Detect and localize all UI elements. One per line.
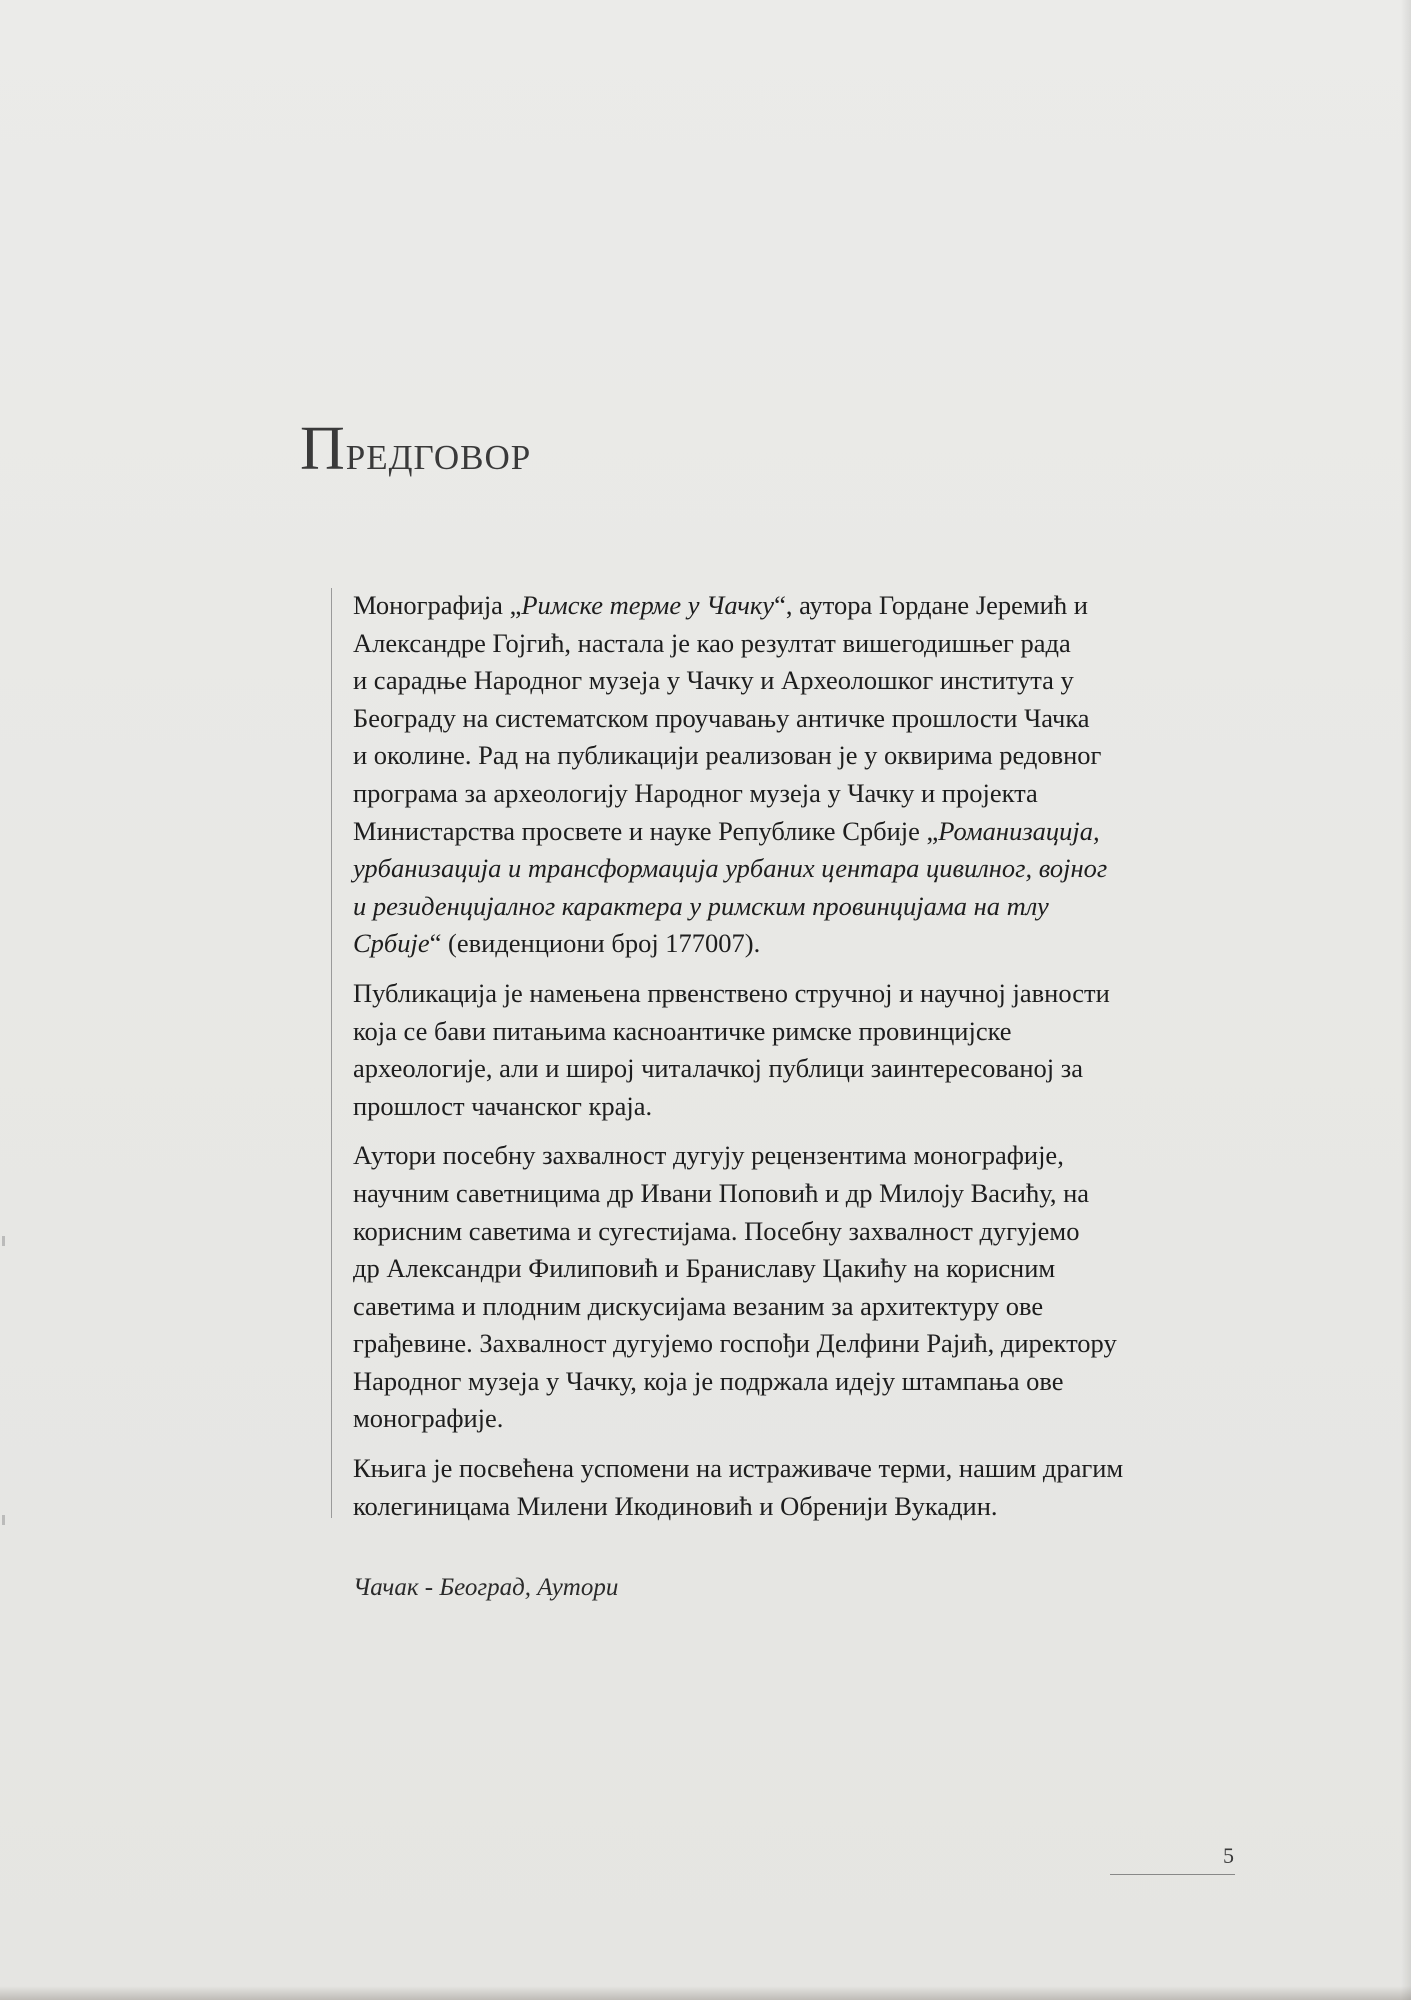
text-run: саветима и плодним дискусијама везаним за архитектуру ове — [353, 1290, 1044, 1321]
text-line — [353, 1137, 1233, 1175]
text-run: монографије. — [353, 1403, 504, 1434]
text-line — [353, 1013, 1233, 1051]
text-line — [353, 850, 1233, 888]
text-line — [353, 1050, 1233, 1088]
text-run: научним саветницима др Ивани Поповић и др Милоју Васићу, на — [353, 1177, 1090, 1208]
text-line — [353, 1488, 1233, 1526]
text-line — [353, 1175, 1233, 1213]
page-number: 5 — [1223, 1843, 1234, 1868]
text-line — [353, 888, 1233, 926]
paragraph — [353, 1137, 1233, 1438]
text-line — [353, 925, 1233, 963]
text-line — [353, 1325, 1233, 1363]
text-line — [353, 737, 1233, 775]
paragraph — [353, 1450, 1233, 1525]
text-line — [353, 700, 1233, 738]
text-run: колегиницама Милени Икодиновић и Обренији Вукадин. — [353, 1490, 998, 1521]
paragraph — [353, 975, 1233, 1125]
title-initial: П — [300, 415, 346, 483]
text-run: која се бави питањима касноантичке римске провинцијске — [353, 1015, 1012, 1046]
binding-mark — [2, 1515, 5, 1525]
page-number-rule — [1110, 1874, 1235, 1875]
body-text — [353, 587, 1233, 1525]
text-run: Београду на систематском проучавању античке прошлости Чачка — [353, 702, 1090, 733]
text-run: Монографија „ — [353, 590, 522, 620]
text-run: и сарадње Народног музеја у Чачку и Археолошког института у — [353, 665, 1074, 696]
text-run: “, аутора Гордане Јеремић и — [774, 590, 1088, 620]
italic-text: Романизација, — [938, 815, 1100, 846]
italic-text: и резиденцијалног карактера у римским провинцијама на тлу — [353, 890, 1049, 921]
text-run: Народног музеја у Чачку, која је подржала идеју штампања ове — [353, 1365, 1064, 1396]
signature: Чачак - Београд, Аутори — [353, 1574, 619, 1601]
text-line — [353, 1400, 1233, 1438]
text-line — [353, 587, 1233, 625]
italic-text: Србије — [353, 928, 430, 959]
binding-mark — [2, 1236, 5, 1246]
text-run: корисним саветима и сугестијама. Посебну захвалност дугујемо — [353, 1215, 1080, 1246]
paragraph — [353, 587, 1233, 963]
page-title — [300, 415, 532, 483]
text-line — [353, 975, 1233, 1013]
margin-rule — [331, 588, 332, 1518]
text-run: прошлост чачанског краја. — [353, 1090, 653, 1121]
text-run: и околине. Рад на публикацији реализован је у оквирима редовног — [353, 740, 1102, 771]
title-rest: редговор — [345, 424, 532, 480]
text-line — [353, 662, 1233, 700]
text-run: програма за археологију Народног музеја у Чачку и пројекта — [353, 777, 1038, 808]
text-run: др Александри Филиповић и Браниславу Цакићу на корисним — [353, 1253, 1056, 1284]
text-run: “ (евиденциони број 177007). — [429, 928, 761, 959]
text-line — [353, 1250, 1233, 1288]
text-line — [353, 1288, 1233, 1326]
text-run: Александре Гојгић, настала је као резултат вишегодишњег рада — [353, 627, 1071, 658]
text-line — [353, 625, 1233, 663]
text-line — [353, 1088, 1233, 1126]
text-run: Публикација је намењена првенствено стручној и научној јавности — [353, 977, 1110, 1008]
text-line — [353, 1450, 1233, 1488]
text-run: Књига је посвећена успомени на истраживаче терми, нашим драгим — [353, 1453, 1124, 1484]
text-line — [353, 775, 1233, 813]
italic-text: Римске терме у Чачку — [521, 590, 775, 620]
text-run: Аутори посебну захвалност дугују рецензентима монографије, — [353, 1140, 1064, 1171]
page-bottom-shadow — [0, 1986, 1411, 2000]
page-edge-shadow — [1401, 0, 1411, 2000]
text-line — [353, 1213, 1233, 1251]
text-run: грађевине. Захвалност дугујемо госпођи Делфини Рајић, директору — [353, 1328, 1117, 1359]
text-run: археологије, али и широј читалачкој публици заинтересованој за — [353, 1053, 1083, 1084]
text-run: Министарства просвете и науке Републике Србије „ — [353, 815, 939, 846]
italic-text: урбанизација и трансформација урбаних центара цивилног, војног — [353, 853, 1108, 884]
text-line — [353, 813, 1233, 851]
text-line — [353, 1363, 1233, 1401]
